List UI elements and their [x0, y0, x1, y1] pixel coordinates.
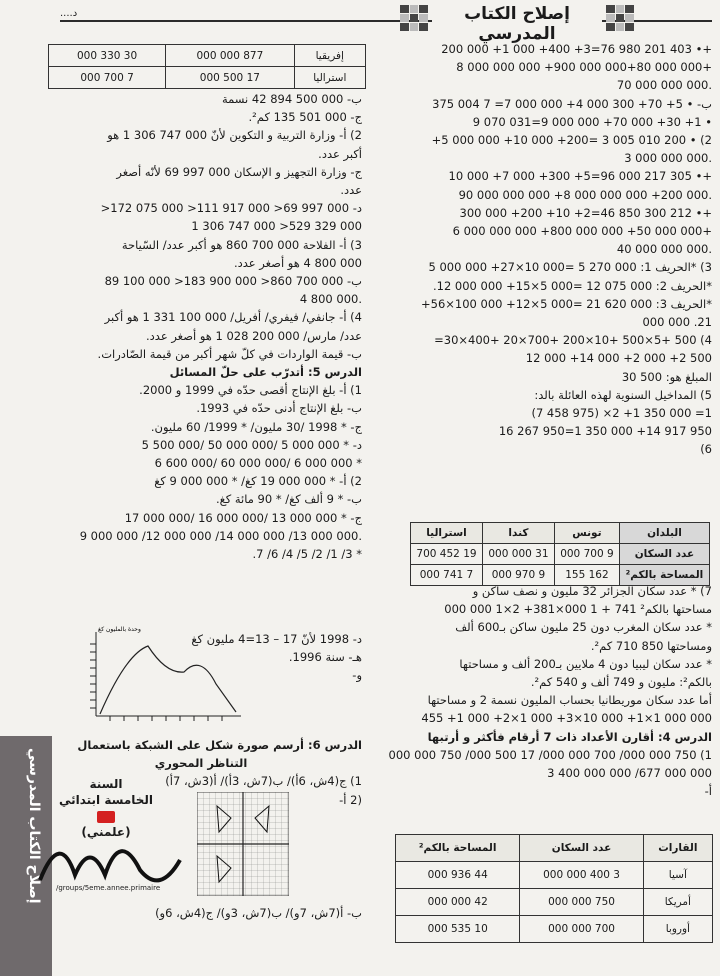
text-line: الدرس 4: أقارن الأعداد ذات 7 أرقام فأكثر و أرتبها [427, 729, 712, 744]
table-cell: 877 000 000 [166, 45, 294, 67]
table-cell: 44 936 000 [396, 862, 520, 889]
text-line: المبلغ هو: 500 30 [621, 369, 712, 384]
table-cell: 700 000 000 [520, 916, 643, 943]
text-line: *الحريف 3: 000 620 21 =000 5×12+ 000 100×56+ [421, 296, 712, 311]
text-line: 2) أ- * 000 000 19 كغ/ * 000 000 9 كغ [154, 474, 362, 489]
table-header: استراليا [411, 523, 483, 544]
text-line: الدرس 5: أتدرّب على حلّ المسائل [169, 365, 362, 380]
row-label: عدد السكان [619, 544, 709, 565]
text-line: 1 306 747 000 >529 329 000 [191, 219, 362, 234]
text-line: 10 000 +7 000 +300 +5=96 000 217 305 •+ [448, 169, 712, 184]
text-line: 1) ج(4ش، 6أ)/ ب(7ش، 3أ)/ أ(3ش، 7أ) [165, 774, 362, 789]
text-line: هـ- سنة 1996. [288, 650, 362, 665]
table-cell: أمريكا [643, 889, 712, 916]
text-line: الدرس 6: أرسم صورة شكل على الشبكة باستعمال [77, 738, 362, 752]
text-line: 3 400 000 000 /677 000 000 [547, 766, 712, 781]
text-line: ب- 000 500 894 42 نسمة [221, 92, 362, 106]
table-header: عدد السكان [520, 835, 643, 862]
text-line: د- 1998 لأنّ 17 – 13=4 مليون كغ [191, 632, 362, 646]
text-line: 200 000 +1 000 +400 +3=76 980 201 403 •+ [441, 42, 712, 56]
text-line: 6 000 000 000 +800 000 000 +50 000 000+ [452, 224, 712, 239]
text-line: 5) المداخيل السنوية لهذه العائلة بالد: [534, 387, 712, 402]
header-dots: ....د [60, 8, 78, 19]
text-line: * 000 000 6 /000 000 60 /000 600 6 [154, 456, 362, 471]
text-line: * عدد سكان المغرب دون 25 مليون ساكن بـ600 ألف [455, 620, 712, 635]
text-line: 000 800 4 هو أصغر عدد. [233, 255, 362, 270]
table-cell: 17 500 000 [166, 67, 294, 89]
text-line: ج- * 000 000 13 /000 000 16 /000 000 17 [124, 510, 362, 525]
text-line: 1) أ- بلغ الإنتاج أقصى حدّه في 1999 و 2000. [139, 383, 362, 398]
table-cell: 10 535 000 [396, 916, 520, 943]
page-header [0, 0, 720, 44]
text-line: ب- أ(7ش، 7و)/ ب(7ش، 3و)/ ج(4ش، 6و) [155, 906, 362, 920]
text-line: د- * 000 000 5 /000 000 50 /000 500 5 [141, 437, 362, 452]
left-column-graph-answers [70, 630, 362, 685]
text-line: مساحتها بالكم² 741 + 1 000×381+ 2×1 000 000 [444, 602, 712, 617]
text-line: 3) أ- الفلاحة 000 700 860 هو أكبر عدد/ السّياحة [121, 237, 362, 252]
text-line: 2) أ- وزارة التربية و التكوين لأنّ 000 747 306 1 هو [107, 128, 362, 143]
text-line: ج- * 1998 /30 مليون/ * 1999/ 60 مليون. [150, 419, 362, 434]
text-line: ب- قيمة الواردات في كلّ شهر أكبر من قيمة الصّادرات. [97, 346, 362, 361]
badge-line: (علمني) [81, 825, 131, 839]
countries-table [410, 522, 710, 586]
table-row [396, 916, 713, 943]
table-row [49, 67, 366, 89]
checker-icon [606, 5, 634, 31]
text-line: 90 000 000 000 +8 000 000 000 +200 000. [458, 187, 712, 202]
text-line: أكبر عدد. [318, 146, 362, 161]
text-line: ب- 000 700 860< 000 900 183< 000 100 89 [104, 274, 362, 289]
text-line: 70 000 000 000. [616, 78, 712, 93]
text-line: 3 000 000 000. [624, 151, 712, 166]
text-line: أما عدد سكان موريطانيا بحساب المليون نسمة 2 و مساحتها [427, 693, 712, 708]
table-cell: آسيا [643, 862, 712, 889]
text-line: 2) • 200 010 005 3 =200+ 000 10+ 000 000 5+ [431, 133, 712, 148]
table-header: البلدان [619, 523, 709, 544]
text-line: عدد. [340, 183, 362, 198]
text-line: * عدد سكان ليبيا دون 4 ملايين بـ200 ألف و مساحتها [459, 656, 712, 671]
table-cell: 31 000 000 [482, 544, 554, 565]
table-cell: 7 741 000 [411, 565, 483, 586]
badge-line: الخامسة ابتدائي [58, 793, 154, 807]
text-line: (7 458 975) ×2 +1 350 000 =1 [531, 406, 712, 421]
text-line: 3) *الحريف 1: 000 270 5 =000 10×27+ 000 000 5 [428, 260, 712, 275]
table-header: القارات [643, 835, 712, 862]
table-cell: 3 400 000 000 [520, 862, 643, 889]
symmetry-grid [197, 792, 289, 896]
text-line: 16 267 950=1 350 000 +14 917 950 [498, 424, 712, 439]
text-line: التناظر المحوري [154, 756, 248, 771]
text-line: * 3/ 1/ 2/ 5/ 4/ 6/ 7. [252, 547, 362, 562]
text-line: ب- * 9 ألف كغ/ * 90 مائة كغ. [215, 492, 362, 507]
text-line: د- 000 997 69< 000 917 111< 000 075 172< [100, 201, 362, 216]
checker-icon [400, 5, 428, 31]
right-column [370, 40, 712, 459]
text-line: 300 000 +200 +10 +2=46 850 300 212 •+ [459, 205, 712, 220]
text-line: 9 000 000 /12 000 000 /14 000 000 /13 000 000. [79, 528, 362, 543]
text-line: 1) 750 000 000/ 700 000 000/ 17 500 000/ 750 000 000 [388, 747, 712, 762]
text-line: ب- بلغ الإنتاج أدنى حدّه في 1993. [196, 401, 362, 416]
table-cell: 9 700 000 [554, 544, 619, 565]
text-line: ومساحتها 850 710 كم². [590, 638, 712, 653]
text-line: (6 [700, 442, 712, 457]
text-line: 9 070 031=9 000 000 +70 000 +30 +1 • [472, 114, 712, 129]
table-row [411, 544, 710, 565]
graph-ylabel: وحدة بالمليون كغ [98, 626, 141, 633]
table-header: كندا [482, 523, 554, 544]
text-line: بالكم²: مليون و 749 ألف و 540 كم². [530, 675, 712, 690]
text-line: (2 أ- [339, 792, 362, 807]
table-cell: 42 000 000 [396, 889, 520, 916]
table-header: المساحة بالكم² [396, 835, 520, 862]
table-cell: 19 452 700 [411, 544, 483, 565]
facebook-group-link[interactable]: /groups/5eme.annee.primaire [56, 884, 161, 892]
table-cell: 9 970 000 [482, 565, 554, 586]
text-line: 12 000 +14 000 +2 000 +2 500 [525, 351, 712, 366]
table-cell: إفريقيا [294, 45, 365, 67]
table-header: تونس [554, 523, 619, 544]
text-line: ج- 000 501 135 كم². [248, 110, 362, 125]
table-cell: 750 000 000 [520, 889, 643, 916]
sidebar-brand-text: إصلاح الكتاب المدرسي [26, 748, 42, 904]
text-line: ج- وزارة التجهيز و الإسكان 000 997 69 لأنّه أصغر [116, 164, 362, 179]
right-column-continued [370, 582, 712, 800]
text-line: 4) أ- جانفي/ فيفري/ أفريل/ 000 100 331 1 هو أكبر [104, 310, 362, 325]
text-line: 8 000 000 000 +900 000 000+80 000 000+ [456, 60, 712, 75]
left-column [40, 90, 362, 563]
page-title: إصلاح الكتاب المدرسي [432, 4, 602, 44]
text-line: 7) * عدد سكان الجزائر 32 مليون و نصف ساكن و [472, 584, 712, 598]
text-line: عدد/ مارس/ 000 200 028 1 هو أصغر عدد. [146, 328, 362, 343]
text-line: 21. 000 000 [642, 315, 712, 330]
text-line: 455 +1 000 +2×1 000 +3×10 000 +1×1 000 000 [421, 711, 712, 726]
text-line: و- [352, 668, 362, 683]
text-line: 40 000 000 000. [616, 242, 712, 257]
text-line: 4) 500 +5×500 +10×200 +700×20 +400×30= [434, 333, 712, 348]
text-line: 4 800 000. [299, 292, 362, 307]
continents-table [395, 834, 713, 943]
top-left-table [48, 44, 366, 89]
table-row [396, 862, 713, 889]
table-cell: 30 330 000 [49, 45, 166, 67]
table-cell: 7 700 000 [49, 67, 166, 89]
text-line: أ- [704, 784, 712, 799]
table-row [396, 889, 713, 916]
text-line: *الحريف 2: 000 075 12 =000 5×15+ 000 000 12. [432, 278, 712, 293]
table-row [49, 45, 366, 67]
table-cell: 162 155 [554, 565, 619, 586]
row-label: المساحة بالكم² [619, 565, 709, 586]
text-line: ب- • 5+ 70+ 300 000 4+ 000 000 7= 7 004 375 [432, 96, 712, 111]
badge-line: السنة [89, 777, 123, 791]
left-column-bottom [40, 904, 362, 922]
table-cell: استراليا [294, 67, 365, 89]
table-cell: أوروبا [643, 916, 712, 943]
